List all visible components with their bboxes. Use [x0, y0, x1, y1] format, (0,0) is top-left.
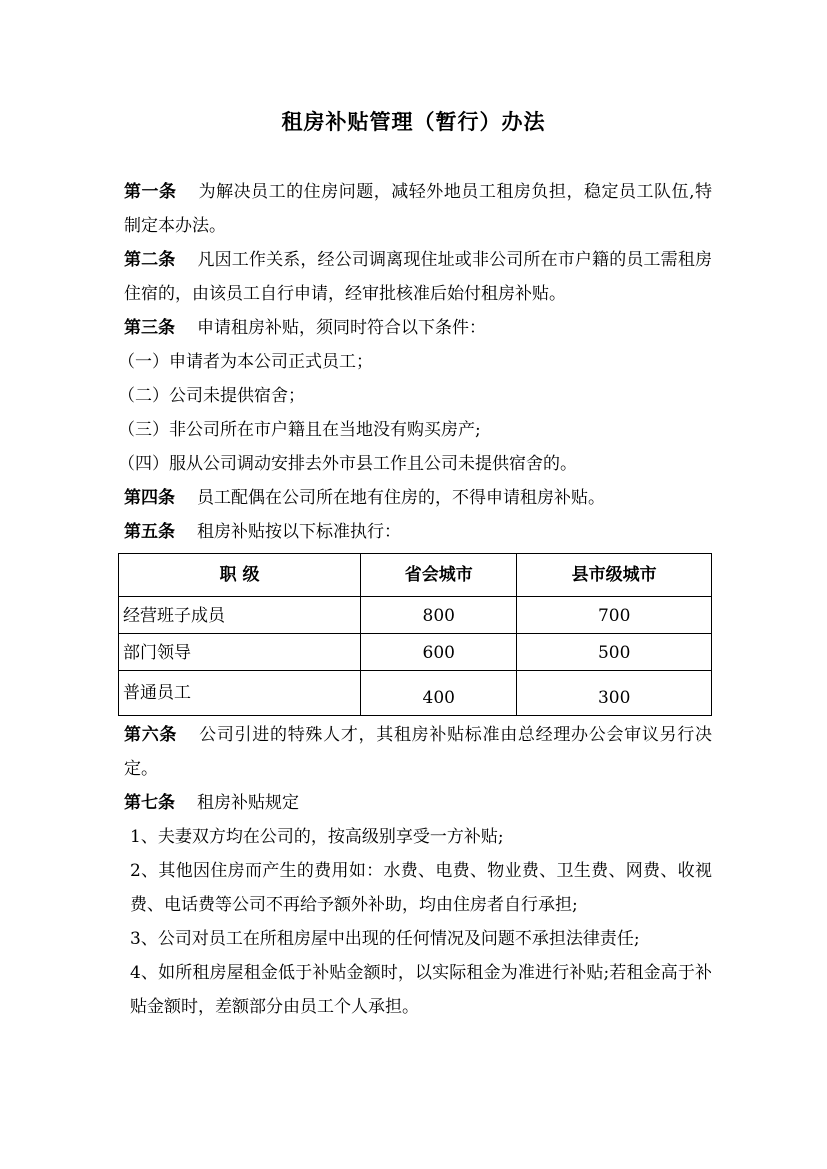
article-6-label: 第六条: [124, 725, 178, 745]
article-5: [124, 515, 712, 549]
article-7-rule: 3、公司对员工在所租房屋中出现的任何情况及问题不承担法律责任;: [130, 929, 640, 949]
cell-county: 700: [517, 597, 712, 634]
article-1: [124, 175, 712, 243]
article-3-item: （四）服从公司调动安排去外市县工作且公司未提供宿舍的。: [118, 454, 577, 474]
table-header-row: [119, 554, 712, 597]
article-7-rule: 1、夫妻双方均在公司的，按高级别享受一方补贴;: [130, 827, 504, 847]
cell-level: 经营班子成员: [119, 597, 361, 634]
header-provincial-city: 省会城市: [361, 554, 517, 597]
article-7-rule: 4、如所租房屋租金低于补贴金额时，以实际租金为准进行补贴;若租金高于补贴金额时，差额部分由员工个人承担。: [130, 963, 712, 1017]
article-7-label: 第七条: [124, 793, 175, 813]
article-2-text: 凡因工作关系，经公司调离现住址或非公司所在市户籍的员工需租房住宿的，由该员工自行申请，经审批核准后始付租房补贴。: [124, 250, 712, 304]
document-body: [118, 175, 713, 1024]
header-level: 职 级: [119, 554, 361, 597]
article-5-label: 第五条: [124, 522, 175, 542]
article-3-item: （二）公司未提供宿舍；: [118, 386, 305, 406]
cell-level: 部门领导: [119, 634, 361, 671]
article-7: [124, 786, 712, 820]
document-title: 租房补贴管理（暂行）办法: [281, 109, 546, 134]
table-row: [119, 634, 712, 671]
article-2: [124, 243, 712, 311]
cell-level: 普通员工: [119, 671, 361, 716]
table-row: [119, 597, 712, 634]
article-3-item: （一）申请者为本公司正式员工；: [118, 352, 373, 372]
article-6-text: 公司引进的特殊人才，其租房补贴标准由总经理办公会审议另行决定。: [124, 725, 713, 779]
article-5-text: 租房补贴按以下标准执行：: [197, 522, 401, 542]
article-4-text: 员工配偶在公司所在地有住房的，不得申请租房补贴。: [197, 488, 605, 508]
cell-provincial: 800: [361, 597, 517, 634]
header-county-city: 县市级城市: [517, 554, 712, 597]
article-3-label: 第三条: [124, 318, 175, 338]
article-7-rule: 2、其他因住房而产生的费用如：水费、电费、物业费、卫生费、网费、收视费、电话费等公司不再给予额外补助，均由住房者自行承担;: [130, 861, 712, 915]
cell-county: 500: [517, 634, 712, 671]
cell-provincial: 400: [361, 671, 517, 716]
article-4: [124, 481, 712, 515]
article-3-item: （三）非公司所在市户籍且在当地没有购买房产;: [118, 420, 481, 440]
article-2-label: 第二条: [124, 250, 176, 270]
article-7-text: 租房补贴规定: [197, 793, 299, 813]
subsidy-table: [118, 553, 712, 716]
article-6: [124, 718, 712, 786]
table-row: [119, 671, 712, 716]
article-1-label: 第一条: [124, 182, 177, 202]
cell-provincial: 600: [361, 634, 517, 671]
cell-county: 300: [517, 671, 712, 716]
article-3: [124, 311, 712, 345]
article-1-text: 为解决员工的住房问题，减轻外地员工租房负担，稳定员工队伍,特制定本办法。: [124, 182, 713, 236]
article-4-label: 第四条: [124, 488, 175, 508]
article-3-text: 申请租房补贴，须同时符合以下条件：: [197, 318, 486, 338]
